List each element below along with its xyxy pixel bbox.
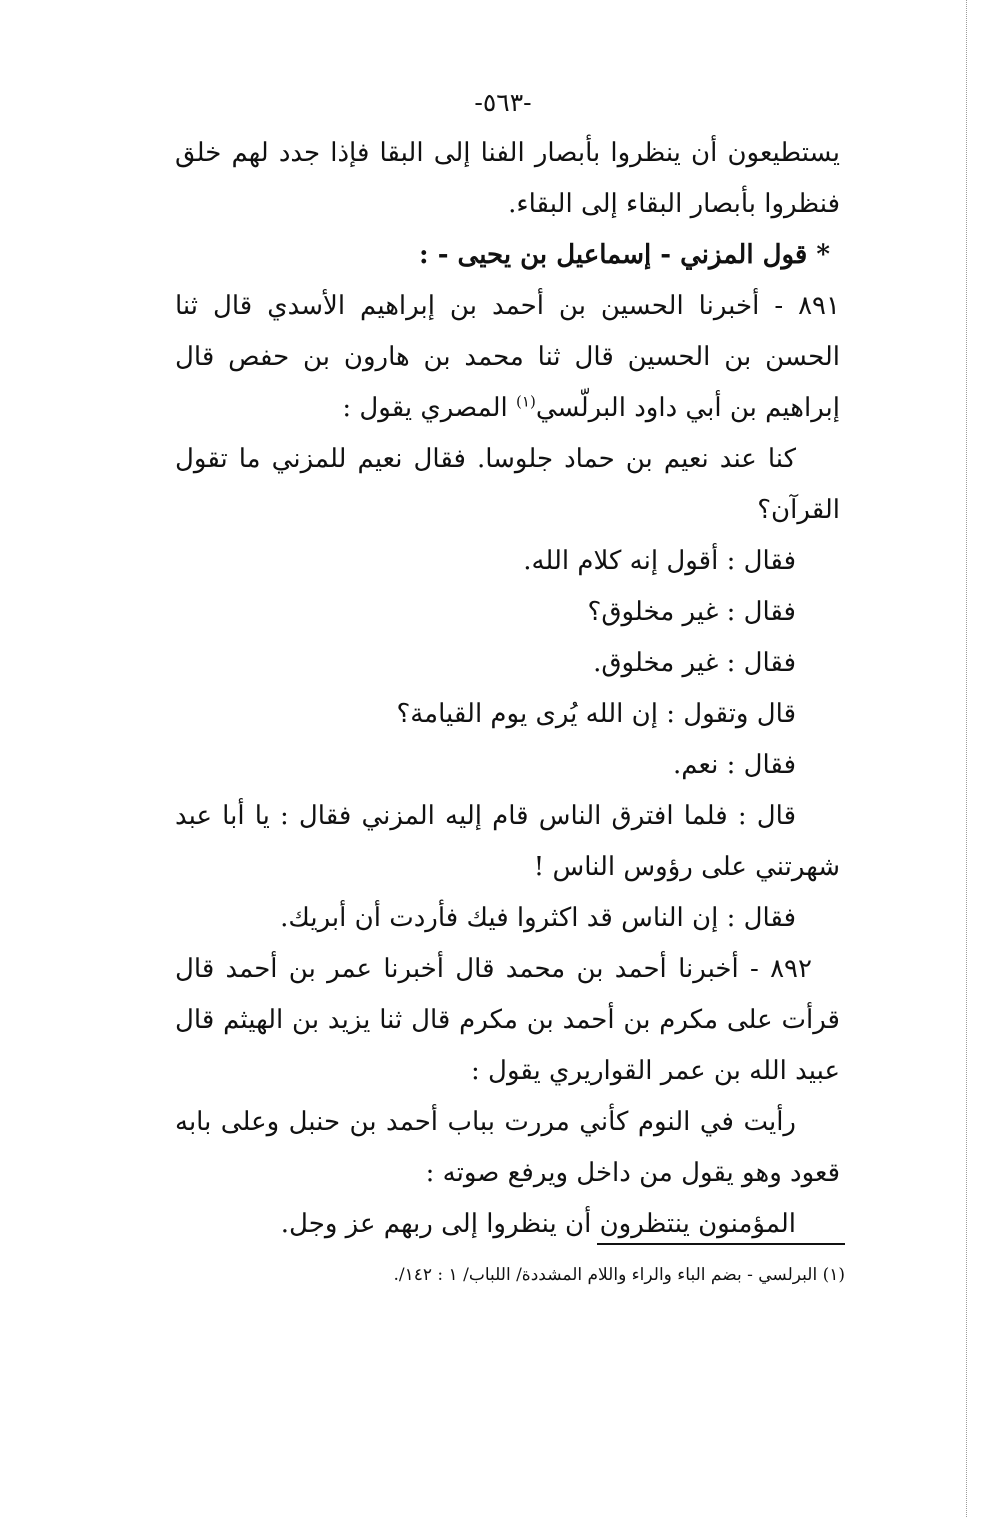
text-line: قال : فلما افترق الناس قام إليه المزني فقال : يا أبا عبد [175,801,796,831]
text-line-with-footnote-ref [175,383,840,434]
text-line: ٨٩١ - أخبرنا الحسين بن أحمد بن إبراهيم الأسدي قال ثنا [175,291,840,321]
text-line: يستطيعون أن ينظروا بأبصار الفنا إلى البقا فإذا جدد لهم خلق [175,138,840,168]
footnote-separator [597,1243,845,1245]
text-line: رأيت في النوم كأني مررت بباب أحمد بن حنبل وعلى بابه [175,1107,796,1137]
text-segment: إبراهيم بن أبي داود البرلّسي [535,393,840,423]
text-line: القرآن؟ [757,495,840,525]
section-heading: * قول المزني - إسماعيل بن يحيى - : [419,240,830,270]
main-text [175,128,840,1250]
text-line: فنظروا بأبصار البقاء إلى البقاء. [508,189,840,219]
page-edge-line [966,0,967,1517]
text-line: عبيد الله بن عمر القواريري يقول : [471,1056,840,1086]
text-line: الحسن بن الحسين قال ثنا محمد بن هارون بن حفص قال [175,342,840,372]
text-line: فقال : غير مخلوق. [593,648,796,678]
footnote-marker: (١) [516,392,536,411]
text-segment: المصري يقول : [342,393,517,423]
text-line: شهرتني على رؤوس الناس ! [533,852,840,882]
text-line: قعود وهو يقول من داخل ويرفع صوته : [425,1158,840,1188]
text-line: فقال : أقول إنه كلام الله. [523,546,796,576]
text-line: فقال : إن الناس قد اكثروا فيك فأردت أن أبريك. [280,903,796,933]
text-line: فقال : نعم. [672,750,796,780]
text-line: ٨٩٢ - أخبرنا أحمد بن محمد قال أخبرنا عمر بن أحمد قال [175,954,812,984]
text-line: قرأت على مكرم بن أحمد بن مكرم قال ثنا يزيد بن الهيثم قال [175,1005,840,1035]
footnote: (١) البرلسي - بضم الباء والراء واللام المشددة/ اللباب/ ١ : ١٤٢/. [393,1265,845,1285]
text-line: فقال : غير مخلوق؟ [587,597,796,627]
text-line: المؤمنون ينتظرون أن ينظروا إلى ربهم عز وجل. [280,1209,796,1239]
text-line: كنا عند نعيم بن حماد جلوسا. فقال نعيم للمزني ما تقول [175,444,796,474]
page-number: -٥٦٣- [474,88,532,117]
text-line: قال وتقول : إن الله يُرى يوم القيامة؟ [396,699,796,729]
